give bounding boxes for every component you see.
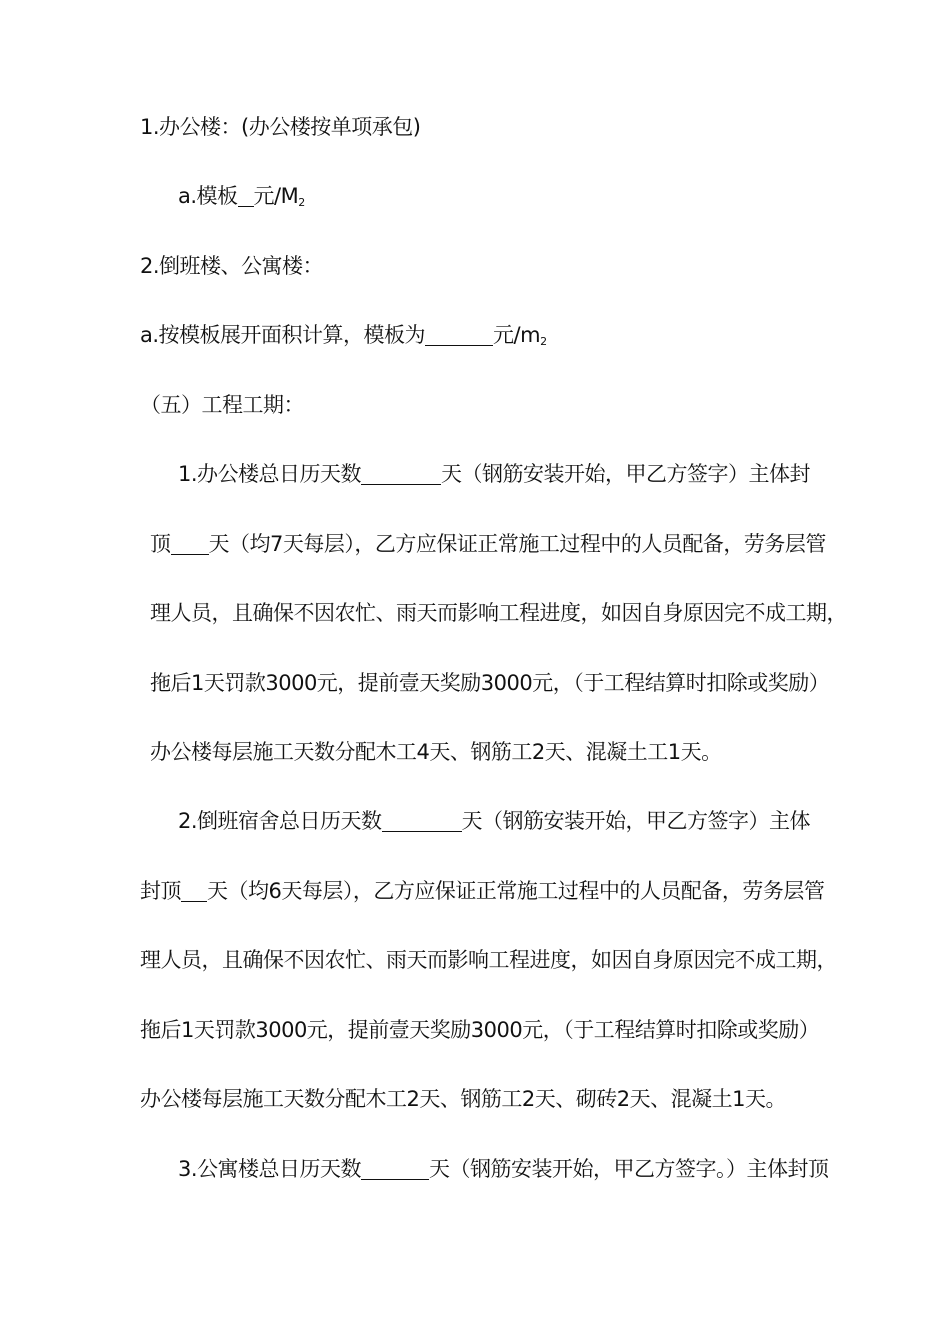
item-office-building [140, 112, 420, 142]
fill-blank[interactable] [382, 809, 462, 832]
fill-blank[interactable] [171, 532, 209, 555]
unit-superscript: 2 [298, 196, 305, 209]
para1-line1 [178, 459, 810, 489]
text: 2.倒班宿舍总日历天数 [178, 809, 382, 833]
text: 1.办公楼：(办公楼按单项承包) [140, 115, 421, 139]
text: 元/m [493, 323, 541, 347]
para2-line5 [140, 1084, 786, 1114]
fill-blank[interactable] [181, 879, 207, 902]
text: a.按模板展开面积计算，模板为 [140, 323, 426, 347]
para1-line2 [150, 529, 826, 559]
text: 拖后1天罚款3000元，提前壹天奖励3000元，（于工程结算时扣除或奖励） [150, 671, 830, 695]
text: 1.办公楼总日历天数 [178, 462, 362, 486]
para1-line5 [150, 737, 722, 767]
para1-line4 [150, 668, 829, 698]
text: 天（钢筋安装开始，甲乙方签字）主体封 [441, 462, 811, 486]
fill-blank[interactable] [361, 462, 441, 485]
item-formwork-price [178, 181, 305, 218]
para3-line1 [178, 1154, 829, 1184]
unit-superscript: 2 [540, 335, 547, 348]
item-formwork-area [140, 320, 547, 357]
item-dorm-apartment [140, 251, 323, 281]
para2-line2 [140, 876, 824, 906]
fill-blank[interactable] [425, 323, 493, 346]
fill-blank[interactable] [361, 1157, 429, 1180]
section-heading-schedule [140, 390, 304, 420]
text: 天（均6天每层），乙方应保证正常施工过程中的人员配备，劳务层管 [207, 879, 825, 903]
text: （五）工程工期： [140, 393, 304, 417]
text: 2.倒班楼、公寓楼： [140, 254, 324, 278]
text: 天（钢筋安装开始，甲乙方签字。）主体封顶 [429, 1157, 829, 1181]
para2-line3 [140, 945, 837, 975]
text: 理人员，且确保不因农忙、雨天而影响工程进度，如因自身原因完不成工期， [150, 601, 847, 625]
text: 元/M [253, 184, 299, 208]
text: 顶 [150, 532, 171, 556]
text: 3.公寓楼总日历天数 [178, 1157, 362, 1181]
text: 办公楼每层施工天数分配木工4天、钢筋工2天、混凝土工1天。 [150, 740, 722, 764]
para1-line3 [150, 598, 847, 628]
text: 天（均7天每层），乙方应保证正常施工过程中的人员配备，劳务层管 [208, 532, 826, 556]
text: 理人员，且确保不因农忙、雨天而影响工程进度，如因自身原因完不成工期， [140, 948, 837, 972]
para2-line1 [178, 806, 810, 836]
text: a.模板 [178, 184, 238, 208]
para2-line4 [140, 1015, 819, 1045]
text: 拖后1天罚款3000元，提前壹天奖励3000元，（于工程结算时扣除或奖励） [140, 1018, 820, 1042]
fill-blank[interactable] [238, 184, 254, 207]
text: 封顶 [140, 879, 181, 903]
text: 办公楼每层施工天数分配木工2天、钢筋工2天、砌砖2天、混凝土1天。 [140, 1087, 786, 1111]
text: 天（钢筋安装开始，甲乙方签字）主体 [461, 809, 811, 833]
